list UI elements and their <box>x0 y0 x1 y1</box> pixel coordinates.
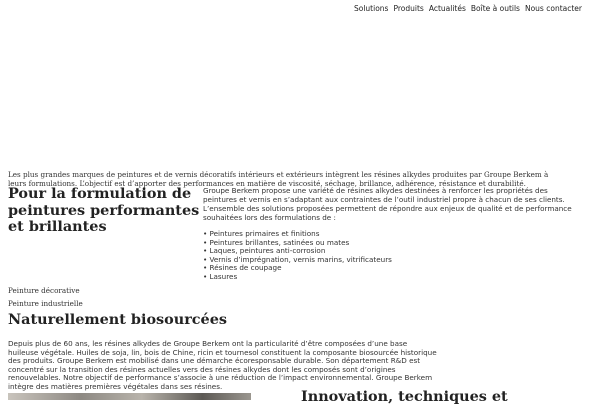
list-item: • Peintures brillantes, satinées ou mates <box>203 237 350 247</box>
list-item: • Résines de coupage <box>203 263 282 273</box>
list-item: • Peintures primaires et finitions <box>203 229 320 238</box>
section-heading-innovation: Innovation, techniques et <box>301 388 508 405</box>
nav-produits[interactable]: Produits <box>393 4 424 13</box>
section-photo <box>8 393 251 400</box>
list-item: • Lasures <box>203 271 238 281</box>
nav-actualites[interactable]: Actualités <box>428 4 466 13</box>
nav-nous-contacter[interactable]: Nous contacter <box>524 4 582 13</box>
link-peinture-industrielle[interactable]: Peinture industrielle <box>8 299 83 308</box>
formulation-content <box>203 186 578 282</box>
list-item: • Vernis d’imprégnation, vernis marins, vitrificateurs <box>203 254 392 264</box>
biosourcees-paragraph: Depuis plus de 60 ans, les résines alkydes de Groupe Berkem ont la particularité d’être composées d’une base huileuse végétale. Huiles de soja, lin, bois de Chine, ricin et tournesol constituent la composante biosourcée historique des produits. Groupe Berkem est mobilisé dans une démarche écoresponsable durable. Son département R&D est concentré sur la transition des résines actuelles vers des résines alkydes dont les composés sont d’origines renouvelables. Notre objectif de performance s’associe à une réduction de l’impact environnemental. Groupe Berkem intègre des matières premières végétales dans ses résines. <box>8 339 437 391</box>
section-heading-biosourcees: Naturellement biosourcées <box>8 311 227 328</box>
intro-text: Les plus grandes marques de peintures et de vernis décoratifs intérieurs et extérieurs intègrent les résines alkydes produites par Groupe Berkem à leurs formulations. L’objectif est d’apporter des performances en matière de viscosité, séchage, brillance, adhérence, résistance et durabilité. <box>8 170 549 188</box>
formulation-list <box>203 230 578 282</box>
list-item: • Laques, peintures anti-corrosion <box>203 246 326 256</box>
top-navigation <box>354 4 582 13</box>
nav-solutions[interactable]: Solutions <box>354 4 389 13</box>
nav-boite-a-outils[interactable]: Boîte à outils <box>470 4 520 13</box>
link-peinture-decorative[interactable]: Peinture décorative <box>8 286 80 295</box>
section-heading-formulation: Pour la formulation de peintures performantes et brillantes <box>8 185 200 235</box>
formulation-paragraph: Groupe Berkem propose une variété de résines alkydes destinées à renforcer les propriétés des peintures et vernis en s’adaptant aux contraintes de l’outil industriel propre à chacun de ses clients. L’ensemble des solutions proposées permettent de répondre aux enjeux de qualité et de performance souhaitées lors des formulations de : <box>203 186 572 222</box>
